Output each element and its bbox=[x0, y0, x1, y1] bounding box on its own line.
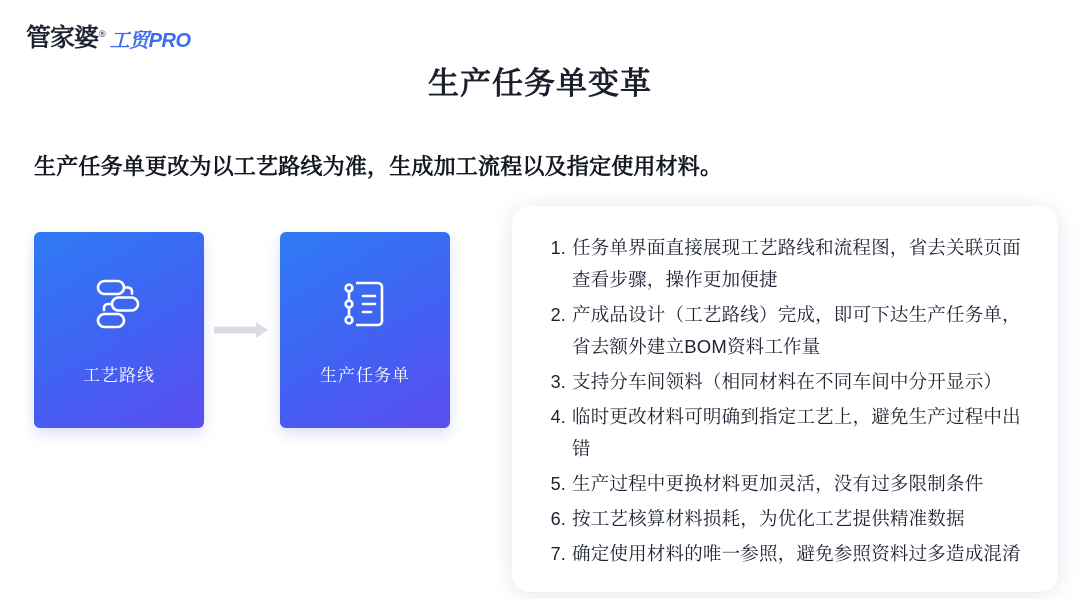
list-item: 任务单界面直接展现工艺路线和流程图，省去关联页面查看步骤，操作更加便捷 bbox=[572, 237, 1021, 290]
brand-logo bbox=[26, 26, 191, 51]
page-subtitle: 生产任务单更改为以工艺路线为准，生成加工流程以及指定使用材料。 bbox=[34, 154, 723, 179]
list-item: 临时更改材料可明确到指定工艺上，避免生产过程中出错 bbox=[572, 406, 1021, 459]
flow-diagram bbox=[34, 232, 450, 428]
list-item: 产成品设计（工艺路线）完成，即可下达生产任务单，省去额外建立BOM资料工作量 bbox=[572, 304, 1021, 357]
brand-name: 管家婆 bbox=[26, 24, 99, 52]
flow-card-source bbox=[34, 232, 204, 428]
brand-trademark: ® bbox=[99, 29, 106, 39]
list-item: 确定使用材料的唯一参照，避免参照资料过多造成混淆 bbox=[572, 543, 1021, 564]
flow-source-label: 工艺路线 bbox=[83, 365, 155, 385]
production-order-icon bbox=[336, 275, 394, 333]
arrow-right-icon bbox=[204, 232, 280, 428]
list-item: 支持分车间领料（相同材料在不同车间中分开显示） bbox=[572, 371, 1003, 392]
brand-product: 工贸PRO bbox=[109, 30, 191, 52]
flow-target-label: 生产任务单 bbox=[320, 365, 410, 385]
page-title: 生产任务单变革 bbox=[428, 66, 652, 101]
list-item: 按工艺核算材料损耗，为优化工艺提供精准数据 bbox=[572, 508, 965, 529]
list-item: 生产过程中更换材料更加灵活，没有过多限制条件 bbox=[572, 473, 984, 494]
benefits-list bbox=[538, 232, 1036, 570]
benefits-panel bbox=[512, 206, 1058, 592]
flow-card-target bbox=[280, 232, 450, 428]
process-route-icon bbox=[90, 275, 148, 333]
